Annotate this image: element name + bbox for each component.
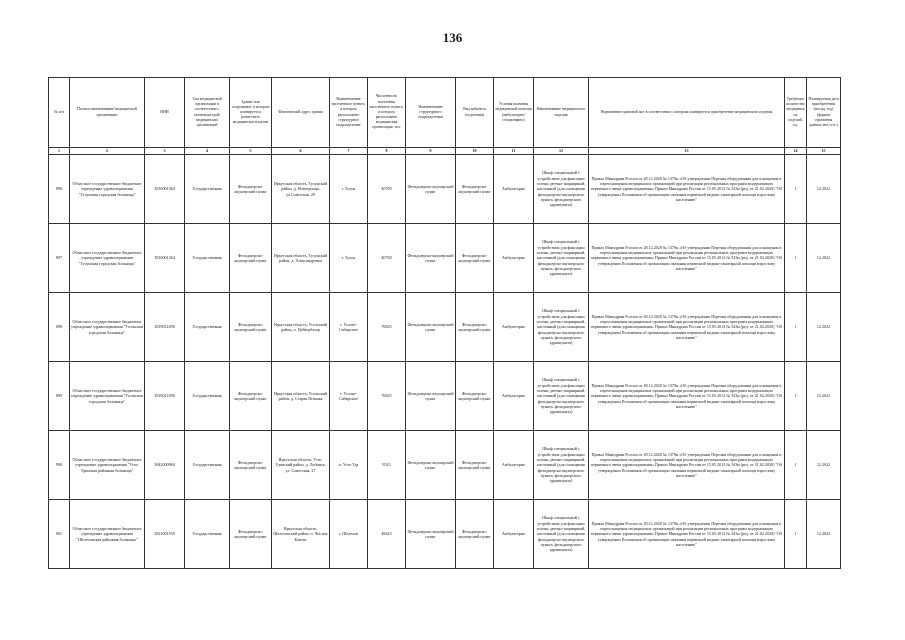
org-type: Государственная	[185, 431, 230, 500]
row-number: 899	[49, 362, 70, 431]
locality-name: г. Тулун	[330, 155, 368, 224]
quantity-value: 1	[785, 362, 807, 431]
cabinet-type: Фельдшерско-акушерский пункт	[456, 293, 494, 362]
device-name: Шкаф специальный с устройством для фиксации голени, реечно-шарнирный, настенный (для оснащения фельдшерско-акушерского пункта, фельдшерского здравпункта)	[534, 500, 589, 569]
table-row	[49, 362, 841, 431]
address-value: Иркутская область, Тулунский район, д. Новотроица, ул.Советская, 29	[272, 155, 330, 224]
org-type: Государственная	[185, 224, 230, 293]
population-value: 48423	[368, 500, 406, 569]
header-cell: Фактический адрес здания	[272, 78, 330, 148]
header-cell: Наименование структурного подразделения	[406, 78, 456, 148]
inn-value: 3842000960	[145, 431, 185, 500]
header-cell: Требуемое количество медицинских изделий, ед.	[785, 78, 807, 148]
purchase-date: 12.2022	[807, 431, 841, 500]
header-cell: Планируемая дата приобретения (месяц, год) (формат отражения данных мм. гггг.)	[807, 78, 841, 148]
inn-value: 3816001364	[145, 224, 185, 293]
legal-basis: Приказ Минздрава России от 28.12.2020 № 1379н «Об утверждении Перечня оборудования для оснащения и переоснащения медицинских организаций при реализации региональных программ модернизации первичного звена здравоохранения» Приказ Минздрава России от 15.05.2012 № 543н (ред. от 21.02.2020) "Об утверждении Положения об организации оказания первичной медико-санитарной помощи взрослому населению"	[589, 224, 785, 293]
column-number: 3	[145, 148, 185, 155]
column-number: 7	[330, 148, 368, 155]
column-number: 6	[272, 148, 330, 155]
cabinet-type: Фельдшерско-акушерский пункт	[456, 224, 494, 293]
purchase-date: 12.2022	[807, 362, 841, 431]
purchase-date: 12.2022	[807, 224, 841, 293]
address-value: Иркутская область, Усольский район, п. Цейзербахер	[272, 293, 330, 362]
table-row	[49, 500, 841, 569]
equipment-registry-table	[48, 77, 841, 569]
header-cell: Численность населения населенного пункта, в котором расположено медицинская организация, чел.	[368, 78, 406, 148]
header-cell: Тип медицинской организации в соответствии с номенклатурой медицинских организаций	[185, 78, 230, 148]
row-number: 900	[49, 431, 70, 500]
care-conditions: Амбулаторно	[494, 362, 534, 431]
org-type: Государственная	[185, 293, 230, 362]
address-value: Иркутская область, Тулунский район, д. Александровка	[272, 224, 330, 293]
org-type: Государственная	[185, 362, 230, 431]
header-cell: Наименование медицинского изделия	[534, 78, 589, 148]
page-number: 136	[442, 30, 463, 45]
column-number: 8	[368, 148, 406, 155]
building-type: Фельдшерско-акушерский пункт	[230, 293, 272, 362]
inn-value: 3816001364	[145, 155, 185, 224]
population-value: 9523	[368, 431, 406, 500]
org-name: Областное государственное бюджетное учреждение здравоохранения "Тулунская городская больница"	[70, 155, 145, 224]
row-number: 896	[49, 155, 70, 224]
org-name: Областное государственное бюджетное учреждение здравоохранения "Усольская городская больница"	[70, 293, 145, 362]
column-number: 4	[185, 148, 230, 155]
locality-name: г. Усолье-Сибирское	[330, 362, 368, 431]
legal-basis: Приказ Минздрава России от 28.12.2020 № 1379н «Об утверждении Перечня оборудования для оснащения и переоснащения медицинских организаций при реализации региональных программ модернизации первичного звена здравоохранения» Приказ Минздрава России от 15.05.2012 № 543н (ред. от 21.02.2020) "Об утверждении Положения об организации оказания первичной медико-санитарной помощи взрослому населению"	[589, 500, 785, 569]
inn-value: 3821001559	[145, 500, 185, 569]
purchase-date: 12.2022	[807, 155, 841, 224]
building-type: Фельдшерско-акушерский пункт	[230, 155, 272, 224]
care-conditions: Амбулаторно	[494, 224, 534, 293]
building-type: Фельдшерско-акушерский пункт	[230, 500, 272, 569]
device-name: Шкаф специальный с устройством для фиксации голени, реечно-шарнирный, настенный (для оснащения фельдшерско-акушерского пункта, фельдшерского здравпункта)	[534, 431, 589, 500]
column-number: 5	[230, 148, 272, 155]
column-number: 10	[456, 148, 494, 155]
header-row	[49, 78, 841, 148]
device-name: Шкаф специальный с устройством для фиксации голени, реечно-шарнирный, настенный (для оснащения фельдшерско-акушерского пункта, фельдшерского здравпункта)	[534, 293, 589, 362]
device-name: Шкаф специальный с устройством для фиксации голени, реечно-шарнирный, настенный (для оснащения фельдшерско-акушерского пункта, фельдшерского здравпункта)	[534, 224, 589, 293]
org-name: Областное государственное бюджетное учреждение здравоохранения "Шелеховская районная больница"	[70, 500, 145, 569]
device-name: Шкаф специальный с устройством для фиксации голени, реечно-шарнирный, настенный (для оснащения фельдшерско-акушерского пункта, фельдшерского здравпункта)	[534, 155, 589, 224]
address-value: Иркутская область, Шелеховский район, п. Чистые Ключи	[272, 500, 330, 569]
column-number: 1	[49, 148, 70, 155]
column-number: 15	[807, 148, 841, 155]
header-cell: Вид кабинета (отделения)	[456, 78, 494, 148]
table-row	[49, 155, 841, 224]
purchase-date: 12.2022	[807, 500, 841, 569]
locality-name: г. Усолье-Сибирское	[330, 293, 368, 362]
quantity-value: 1	[785, 500, 807, 569]
table-row	[49, 431, 841, 500]
care-conditions: Амбулаторно	[494, 155, 534, 224]
cabinet-type: Фельдшерско-акушерский пункт	[456, 155, 494, 224]
org-type: Государственная	[185, 500, 230, 569]
column-number: 14	[785, 148, 807, 155]
cabinet-type: Фельдшерско-акушерский пункт	[456, 500, 494, 569]
locality-name: г. Тулун	[330, 224, 368, 293]
quantity-value: 1	[785, 293, 807, 362]
care-conditions: Амбулаторно	[494, 500, 534, 569]
column-number: 9	[406, 148, 456, 155]
org-type: Государственная	[185, 155, 230, 224]
column-number: 11	[494, 148, 534, 155]
header-cell: Нормативно-правовой акт, в соответствии с которым планируется приобретение медицинского изделия	[589, 78, 785, 148]
column-number: 2	[70, 148, 145, 155]
address-value: Иркутская область, Усольский район, д. Старая Ясачная	[272, 362, 330, 431]
cabinet-type: Фельдшерско-акушерский пункт	[456, 431, 494, 500]
header-cell: Здание или сооружение, в котором планируется разместить медицинское изделие	[230, 78, 272, 148]
quantity-value: 1	[785, 224, 807, 293]
device-name: Шкаф специальный с устройством для фиксации голени, реечно-шарнирный, настенный (для оснащения фельдшерско-акушерского пункта, фельдшерского здравпункта)	[534, 362, 589, 431]
population-value: 76825	[368, 293, 406, 362]
row-number: 901	[49, 500, 70, 569]
header-cell: Наименование населенного пункта, в котором расположено структурное подразделение	[330, 78, 368, 148]
cabinet-type: Фельдшерско-акушерский пункт	[456, 362, 494, 431]
locality-name: п. Усть-Уда	[330, 431, 368, 500]
building-type: Фельдшерско-акушерский пункт	[230, 224, 272, 293]
unit-name: Фельдшерско-акушерский пункт	[406, 293, 456, 362]
unit-name: Фельдшерско-акушерский пункт	[406, 431, 456, 500]
column-number: 13	[589, 148, 785, 155]
care-conditions: Амбулаторно	[494, 431, 534, 500]
table-row	[49, 224, 841, 293]
row-number: 898	[49, 293, 70, 362]
header-cell: ИНН	[145, 78, 185, 148]
quantity-value: 1	[785, 155, 807, 224]
population-value: 40700	[368, 224, 406, 293]
unit-name: Фельдшерско-акушерский пункт	[406, 224, 456, 293]
header-cell: Полное наименование медицинской организации	[70, 78, 145, 148]
org-name: Областное государственное бюджетное учреждение здравоохранения "Тулунская городская больница"	[70, 224, 145, 293]
column-number: 12	[534, 148, 589, 155]
unit-name: Фельдшерско-акушерский пункт	[406, 500, 456, 569]
org-name: Областное государственное бюджетное учреждение здравоохранения "Усольская городская больница"	[70, 362, 145, 431]
legal-basis: Приказ Минздрава России от 28.12.2020 № 1379н «Об утверждении Перечня оборудования для оснащения и переоснащения медицинских организаций при реализации региональных программ модернизации первичного звена здравоохранения» Приказ Минздрава России от 15.05.2012 № 543н (ред. от 21.02.2020) "Об утверждении Положения об организации оказания первичной медико-санитарной помощи взрослому населению"	[589, 431, 785, 500]
unit-name: Фельдшерско-акушерский пункт	[406, 362, 456, 431]
inn-value: 3819012290	[145, 362, 185, 431]
header-cell: № п/п	[49, 78, 70, 148]
unit-name: Фельдшерско-акушерский пункт	[406, 155, 456, 224]
population-value: 40700	[368, 155, 406, 224]
column-number-row	[49, 148, 841, 155]
org-name: Областное государственное бюджетное учреждение здравоохранения "Усть-Удинская районная больница"	[70, 431, 145, 500]
purchase-date: 12.2022	[807, 293, 841, 362]
table-row	[49, 293, 841, 362]
building-type: Фельдшерско-акушерский пункт	[230, 431, 272, 500]
quantity-value: 1	[785, 431, 807, 500]
population-value: 76825	[368, 362, 406, 431]
building-type: Фельдшерско-акушерский пункт	[230, 362, 272, 431]
header-cell: Условия оказания медицинской помощи (амбулаторно/стационарно)	[494, 78, 534, 148]
locality-name: г. Шелехов	[330, 500, 368, 569]
care-conditions: Амбулаторно	[494, 293, 534, 362]
inn-value: 3819012290	[145, 293, 185, 362]
legal-basis: Приказ Минздрава России от 28.12.2020 № 1379н «Об утверждении Перечня оборудования для оснащения и переоснащения медицинских организаций при реализации региональных программ модернизации первичного звена здравоохранения» Приказ Минздрава России от 15.05.2012 № 543н (ред. от 21.02.2020) "Об утверждении Положения об организации оказания первичной медико-санитарной помощи взрослому населению"	[589, 155, 785, 224]
address-value: Иркутская область, Усть-Удинский район, д. Лобинск, ул. Советская, 27	[272, 431, 330, 500]
row-number: 897	[49, 224, 70, 293]
legal-basis: Приказ Минздрава России от 28.12.2020 № 1379н «Об утверждении Перечня оборудования для оснащения и переоснащения медицинских организаций при реализации региональных программ модернизации первичного звена здравоохранения» Приказ Минздрава России от 15.05.2012 № 543н (ред. от 21.02.2020) "Об утверждении Положения об организации оказания первичной медико-санитарной помощи взрослому населению"	[589, 293, 785, 362]
legal-basis: Приказ Минздрава России от 28.12.2020 № 1379н «Об утверждении Перечня оборудования для оснащения и переоснащения медицинских организаций при реализации региональных программ модернизации первичного звена здравоохранения» Приказ Минздрава России от 15.05.2012 № 543н (ред. от 21.02.2020) "Об утверждении Положения об организации оказания первичной медико-санитарной помощи взрослому населению"	[589, 362, 785, 431]
